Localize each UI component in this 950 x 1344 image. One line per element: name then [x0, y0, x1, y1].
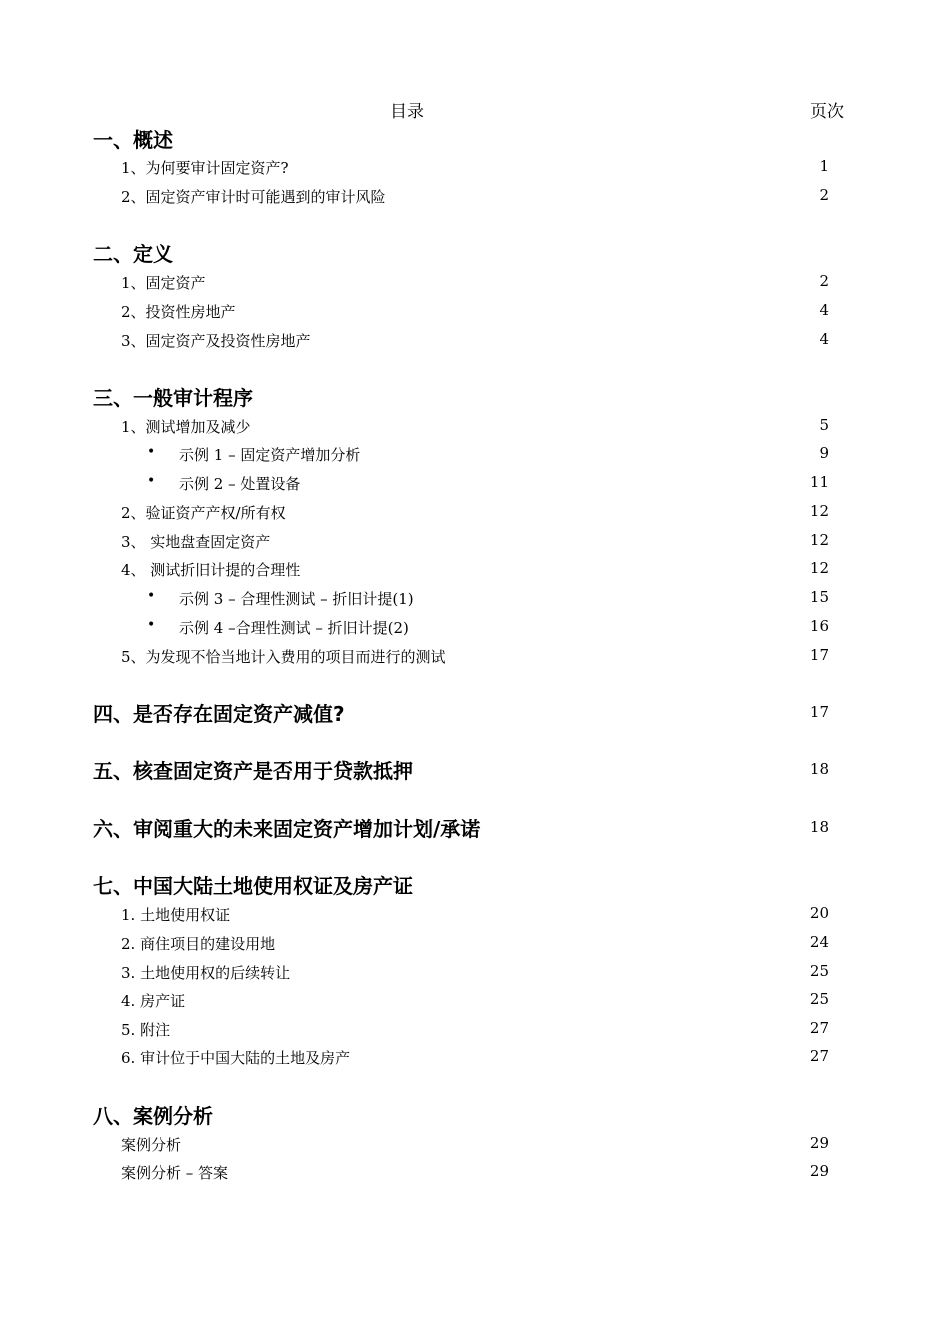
toc-entry-page: 12	[809, 531, 829, 549]
toc-entry: 案例分析 – 答案	[121, 1164, 229, 1182]
toc-entry: 1、固定资产	[121, 274, 206, 292]
toc-entry-page: 12	[809, 502, 829, 520]
bullet-icon: •	[147, 473, 156, 489]
toc-entry-page: 27	[809, 1047, 829, 1065]
toc-entry: 1. 土地使用权证	[121, 906, 231, 924]
toc-title: 目录	[390, 102, 424, 122]
bullet-icon: •	[147, 588, 156, 604]
section-heading: 四、是否存在固定资产减值?	[93, 702, 345, 726]
toc-entry-page: 4	[819, 330, 829, 348]
toc-entry-page: 4	[819, 301, 829, 319]
section-heading: 三、一般审计程序	[93, 386, 253, 410]
toc-entry-page: 25	[809, 990, 829, 1008]
toc-entry: 示例 4 –合理性测试 – 折旧计提(2)	[179, 619, 409, 637]
toc-entry: 3、 实地盘查固定资产	[121, 533, 271, 551]
toc-entry-page: 11	[809, 473, 829, 491]
toc-entry: 4、 测试折旧计提的合理性	[121, 561, 301, 579]
section-page-number: 18	[809, 760, 829, 778]
toc-entry: 2. 商住项目的建设用地	[121, 935, 276, 953]
toc-entry: 4. 房产证	[121, 992, 186, 1010]
page-column-label: 页次	[810, 102, 844, 122]
toc-entry-page: 16	[809, 617, 829, 635]
toc-entry-page: 29	[809, 1134, 829, 1152]
toc-entry-page: 24	[809, 933, 829, 951]
toc-entry: 1、为何要审计固定资产?	[121, 159, 289, 177]
section-heading: 八、案例分析	[93, 1104, 213, 1128]
toc-entry: 2、固定资产审计时可能遇到的审计风险	[121, 188, 386, 206]
toc-entry: 案例分析	[121, 1136, 182, 1154]
toc-entry: 示例 3 – 合理性测试 – 折旧计提(1)	[179, 590, 414, 608]
toc-entry-page: 5	[819, 416, 829, 434]
toc-entry-page: 17	[809, 646, 829, 664]
section-heading: 一、概述	[93, 128, 173, 152]
toc-entry-page: 2	[819, 272, 829, 290]
toc-entry-page: 1	[819, 157, 829, 175]
section-page-number: 18	[809, 818, 829, 836]
bullet-icon: •	[147, 444, 156, 460]
toc-entry: 6. 审计位于中国大陆的土地及房产	[121, 1049, 351, 1067]
toc-entry: 示例 1 – 固定资产增加分析	[179, 446, 361, 464]
toc-entry: 5. 附注	[121, 1021, 171, 1039]
section-heading: 五、核查固定资产是否用于贷款抵押	[93, 759, 413, 783]
section-heading: 六、审阅重大的未来固定资产增加计划/承诺	[93, 817, 481, 841]
bullet-icon: •	[147, 617, 156, 633]
toc-entry-page: 20	[809, 904, 829, 922]
toc-entry: 1、测试增加及减少	[121, 418, 251, 436]
toc-entry-page: 2	[819, 186, 829, 204]
section-heading: 二、定义	[93, 242, 173, 266]
toc-entry-page: 25	[809, 962, 829, 980]
toc-entry: 2、验证资产产权/所有权	[121, 504, 286, 522]
section-heading: 七、中国大陆土地使用权证及房产证	[93, 874, 413, 898]
toc-entry: 2、投资性房地产	[121, 303, 236, 321]
section-page-number: 17	[809, 703, 829, 721]
toc-entry: 3. 土地使用权的后续转让	[121, 964, 291, 982]
toc-entry-page: 12	[809, 559, 829, 577]
toc-entry-page: 15	[809, 588, 829, 606]
toc-entry: 5、为发现不恰当地计入费用的项目而进行的测试	[121, 648, 446, 666]
toc-entry-page: 9	[819, 444, 829, 462]
toc-entry: 示例 2 – 处置设备	[179, 475, 301, 493]
toc-entry-page: 29	[809, 1162, 829, 1180]
toc-entry: 3、固定资产及投资性房地产	[121, 332, 311, 350]
toc-entry-page: 27	[809, 1019, 829, 1037]
